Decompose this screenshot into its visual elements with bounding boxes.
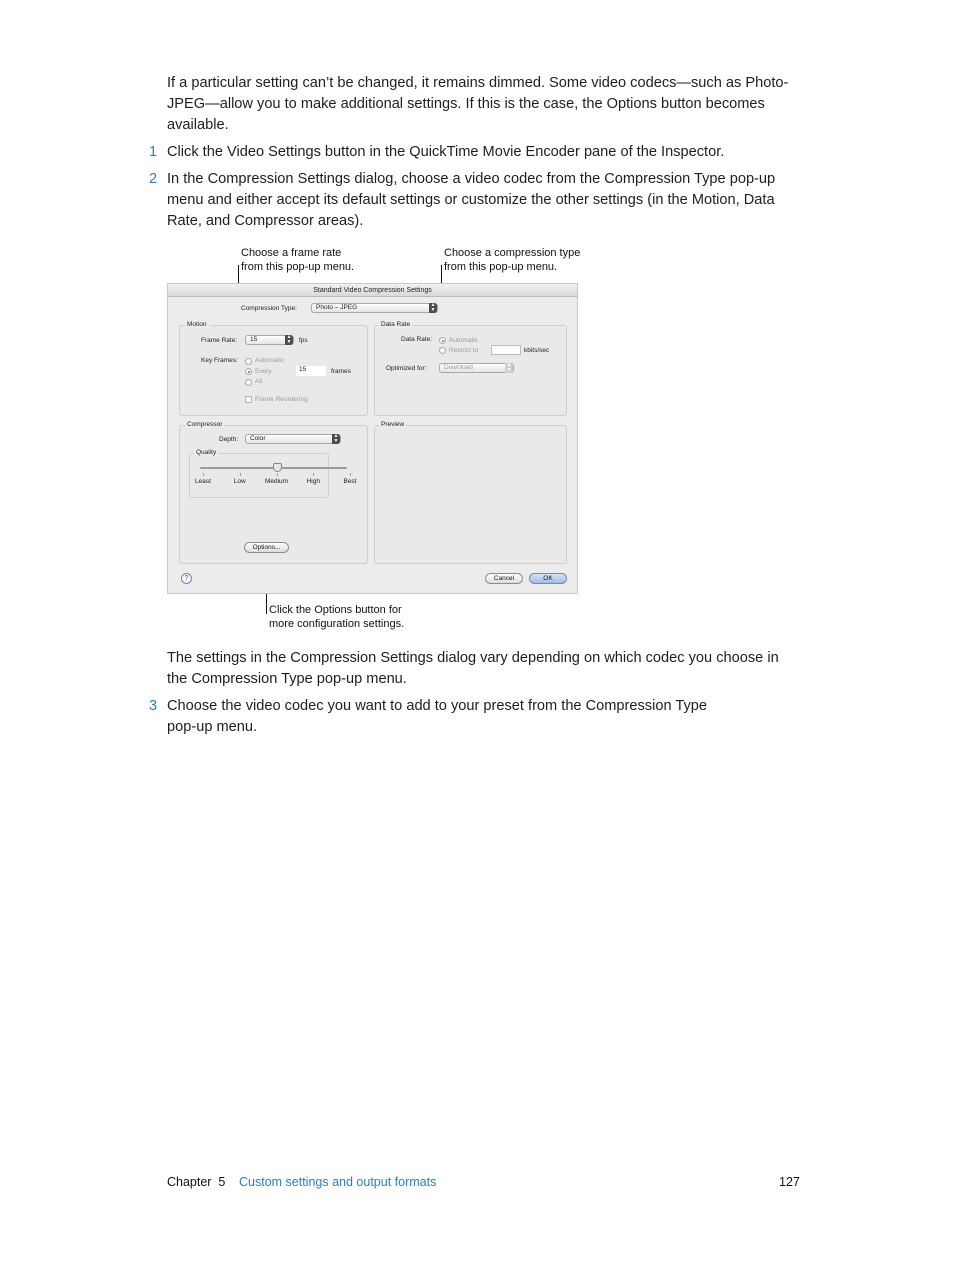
motion-group-label: Motion — [187, 321, 207, 328]
callout-frame-rate — [241, 246, 354, 274]
step-3 — [149, 696, 727, 738]
quality-slider-thumb[interactable] — [273, 463, 282, 472]
frame-rate-value: 15 — [250, 336, 258, 343]
callout-line: Choose a compression type — [444, 247, 581, 259]
popup-arrows-icon: ▲ ▼ — [430, 302, 436, 313]
data-rate-automatic-radio[interactable] — [439, 337, 446, 344]
step-1 — [149, 142, 792, 163]
key-frames-all-label: All — [255, 378, 263, 385]
callout-line: from this pop-up menu. — [241, 261, 355, 273]
data-rate-restrict-label: Restrict to — [449, 347, 479, 354]
footer-chapter: Chapter 5 — [167, 1175, 226, 1189]
quality-group — [189, 453, 329, 498]
quality-tick — [313, 473, 314, 476]
quality-tick-label: Least — [195, 478, 211, 485]
data-rate-group-label: Data Rate — [381, 321, 411, 328]
key-frames-every-value: 15 — [299, 366, 307, 373]
key-frames-all-radio[interactable] — [245, 379, 252, 386]
frame-reordering-label: Frame Reordering — [255, 396, 308, 403]
step-text: In the Compression Settings dialog, choose a video codec from the Compression Type pop-up menu and either accept its default settings or customize the other settings (in the Motion, Data Rate, and Compressor areas). — [167, 171, 776, 229]
kbits-per-sec-label: kbits/sec — [524, 347, 550, 354]
quality-group-label: Quality — [196, 449, 217, 456]
footer-page-number: 127 — [779, 1175, 800, 1189]
compression-type-value: Photo – JPEG — [316, 304, 358, 311]
depth-label: Depth: — [219, 436, 239, 443]
optimized-for-popup[interactable] — [439, 363, 514, 373]
quality-tick-label: Low — [233, 478, 246, 485]
frames-label: frames — [331, 368, 351, 375]
key-frames-automatic-radio[interactable] — [245, 358, 252, 365]
options-button[interactable]: Options... — [244, 542, 289, 553]
fps-label: fps — [299, 337, 308, 344]
key-frames-label: Key Frames: — [201, 357, 238, 364]
key-frames-every-field[interactable] — [296, 366, 326, 376]
depth-popup[interactable] — [245, 434, 341, 444]
quality-tick — [277, 473, 278, 476]
optimized-for-label: Optimized for: — [386, 365, 427, 372]
popup-arrows-icon: ▲ ▼ — [286, 334, 292, 345]
callout-line: Choose a frame rate — [241, 247, 342, 259]
frame-rate-label: Frame Rate: — [201, 337, 238, 344]
compression-type-label: Compression Type: — [241, 305, 297, 312]
step-number: 3 — [149, 698, 158, 714]
frame-reordering-checkbox[interactable] — [245, 396, 252, 403]
key-frames-every-label: Every — [255, 368, 272, 375]
data-rate-restrict-field[interactable] — [491, 345, 521, 355]
step-2 — [149, 169, 792, 232]
optimized-for-value: Download — [444, 364, 473, 371]
callout-line: more configuration settings. — [269, 618, 405, 630]
frame-rate-popup[interactable] — [245, 335, 294, 345]
depth-value: Color — [250, 435, 266, 442]
quality-tick-label: Medium — [264, 478, 289, 485]
after-figure-paragraph: The settings in the Compression Settings dialog vary depending on which codec you choose in the Compression Type pop-up menu. — [167, 650, 779, 687]
intro-paragraph: If a particular setting can’t be changed, it remains dimmed. Some video codecs—such as Photo-JPEG—allow you to make additional settings. If this is the case, the Options button becomes available. — [167, 75, 789, 133]
callout-options — [269, 603, 404, 631]
step-text: Choose the video codec you want to add to your preset from the Compression Type pop-up menu. — [167, 698, 708, 735]
compression-type-popup[interactable] — [311, 303, 438, 313]
dialog-title: Standard Video Compression Settings — [168, 284, 577, 297]
quality-tick-label: High — [306, 478, 320, 485]
key-frames-every-radio[interactable] — [245, 368, 252, 375]
step-text: Click the Video Settings button in the QuickTime Movie Encoder pane of the Inspector. — [167, 144, 725, 160]
footer-chapter-title[interactable]: Custom settings and output formats — [239, 1175, 437, 1189]
preview-group — [374, 425, 567, 564]
ok-button[interactable]: OK — [529, 573, 567, 584]
step-number: 2 — [149, 171, 158, 187]
popup-arrows-icon: ▲ ▼ — [333, 433, 339, 444]
cancel-button[interactable]: Cancel — [485, 573, 523, 584]
compression-settings-dialog — [167, 283, 578, 594]
key-frames-automatic-label: Automatic — [255, 357, 284, 364]
quality-tick — [350, 473, 351, 476]
preview-group-label: Preview — [381, 421, 405, 428]
quality-tick — [203, 473, 204, 476]
callout-line: from this pop-up menu. — [444, 261, 558, 273]
data-rate-automatic-label: Automatic — [449, 337, 478, 344]
quality-tick — [240, 473, 241, 476]
compressor-group-label: Compressor — [187, 421, 223, 428]
data-rate-restrict-radio[interactable] — [439, 347, 446, 354]
popup-arrows-icon: ▲ ▼ — [506, 362, 512, 373]
quality-tick-label: Best — [343, 478, 357, 485]
data-rate-label: Data Rate: — [401, 336, 433, 343]
callout-compression-type — [444, 246, 580, 274]
step-number: 1 — [149, 144, 158, 160]
callout-line: Click the Options button for — [269, 604, 402, 616]
help-icon[interactable]: ? — [181, 573, 192, 584]
